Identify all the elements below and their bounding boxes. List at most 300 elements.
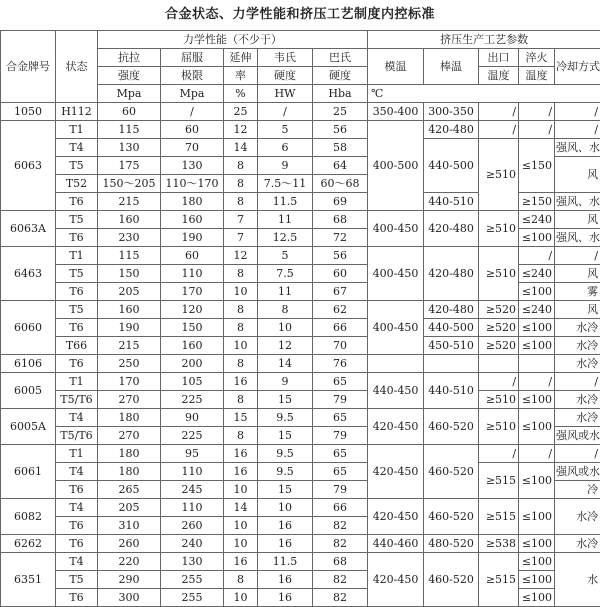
table-row: [1, 301, 600, 319]
header-alloy: 合金牌号: [1, 31, 56, 103]
header-mechanical-group: 力学性能（不少于）: [98, 31, 368, 49]
webster-hardness-cell: /: [258, 103, 313, 121]
elongation-cell: 8: [224, 175, 258, 193]
die-temp-cell: 440-460: [368, 535, 424, 553]
table-row: [1, 103, 600, 121]
barcol-hardness-cell: 69: [313, 193, 368, 211]
cooling-cell: 水冷: [555, 337, 600, 355]
billet-temp-cell: 460-520: [424, 499, 479, 535]
header-tensile-1: 抗拉: [98, 49, 161, 67]
quench-temp-cell: ≤240: [519, 265, 555, 283]
tensile-cell: 270: [98, 427, 161, 445]
barcol-hardness-cell: 70: [313, 337, 368, 355]
tensile-cell: 160: [98, 301, 161, 319]
webster-hardness-cell: 16: [258, 517, 313, 535]
elongation-cell: 16: [224, 553, 258, 571]
die-temp-cell: 420-450: [368, 445, 424, 499]
exit-temp-cell: ≥510: [479, 391, 519, 409]
webster-hardness-cell: 11.5: [258, 553, 313, 571]
alloy-cell: 6082: [1, 499, 56, 535]
cooling-cell: 水冷: [555, 355, 600, 373]
webster-hardness-cell: 11.5: [258, 193, 313, 211]
elongation-cell: 10: [224, 337, 258, 355]
yield-cell: 110: [161, 265, 224, 283]
webster-hardness-cell: 5: [258, 247, 313, 265]
webster-hardness-cell: 9.5: [258, 463, 313, 481]
barcol-hardness-cell: 56: [313, 247, 368, 265]
elongation-cell: 12: [224, 247, 258, 265]
cooling-cell: /: [555, 121, 600, 139]
temper-cell: T6: [56, 193, 98, 211]
tensile-cell: 150: [98, 265, 161, 283]
webster-hardness-cell: 10: [258, 499, 313, 517]
billet-temp-cell: [424, 355, 479, 373]
yield-cell: 60: [161, 247, 224, 265]
alloy-cell: 6060: [1, 301, 56, 355]
tensile-cell: 260: [98, 535, 161, 553]
quench-temp-cell: ≤240: [519, 301, 555, 319]
tensile-cell: 230: [98, 229, 161, 247]
tensile-cell: 290: [98, 571, 161, 589]
tensile-cell: 205: [98, 283, 161, 301]
webster-hardness-cell: 9.5: [258, 409, 313, 427]
webster-hardness-cell: 14: [258, 355, 313, 373]
yield-cell: 130: [161, 157, 224, 175]
exit-temp-cell: ≥515: [479, 463, 519, 499]
header-billet-temp: 棒温: [424, 49, 479, 85]
cooling-cell: /: [555, 103, 600, 121]
cooling-cell: 水冷: [555, 319, 600, 337]
header-elong-unit: %: [224, 85, 258, 103]
table-row: [1, 139, 600, 157]
temper-cell: T5: [56, 571, 98, 589]
table-row: [1, 247, 600, 265]
webster-hardness-cell: 7.5～11: [258, 175, 313, 193]
temper-cell: T4: [56, 499, 98, 517]
elongation-cell: 7: [224, 229, 258, 247]
exit-temp-cell: ≥510: [479, 139, 519, 211]
exit-temp-cell: [479, 355, 519, 373]
elongation-cell: 10: [224, 535, 258, 553]
elongation-cell: 8: [224, 571, 258, 589]
exit-temp-cell: /: [479, 103, 519, 121]
elongation-cell: 8: [224, 301, 258, 319]
billet-temp-cell: 420-480: [424, 247, 479, 301]
temper-cell: T6: [56, 481, 98, 499]
elongation-cell: 14: [224, 499, 258, 517]
webster-hardness-cell: 11: [258, 211, 313, 229]
barcol-hardness-cell: 72: [313, 229, 368, 247]
tensile-cell: 170: [98, 373, 161, 391]
die-temp-cell: 420-450: [368, 409, 424, 445]
yield-cell: 90: [161, 409, 224, 427]
barcol-hardness-cell: 68: [313, 553, 368, 571]
billet-temp-cell: 480-520: [424, 535, 479, 553]
table-row: [1, 355, 600, 373]
header-exit-2: 温度: [479, 67, 519, 85]
barcol-hardness-cell: 79: [313, 427, 368, 445]
alloy-cell: 6063A: [1, 211, 56, 247]
header-exit-1: 出口: [479, 49, 519, 67]
table-row: [1, 391, 600, 409]
spec-table-wrapper: [0, 30, 600, 607]
elongation-cell: 10: [224, 481, 258, 499]
webster-hardness-cell: 6: [258, 139, 313, 157]
billet-temp-cell: 420-480: [424, 301, 479, 319]
webster-hardness-cell: 11: [258, 283, 313, 301]
yield-cell: 160: [161, 337, 224, 355]
header-die-temp: 模温: [368, 49, 424, 85]
table-row: [1, 445, 600, 463]
elongation-cell: 10: [224, 517, 258, 535]
yield-cell: 120: [161, 301, 224, 319]
tensile-cell: 130: [98, 139, 161, 157]
exit-temp-cell: /: [479, 121, 519, 139]
webster-hardness-cell: 12: [258, 337, 313, 355]
die-temp-cell: 420-450: [368, 499, 424, 535]
quench-temp-cell: [519, 355, 555, 373]
yield-cell: 160: [161, 211, 224, 229]
billet-temp-cell: 460-520: [424, 409, 479, 445]
tensile-cell: 180: [98, 445, 161, 463]
webster-hardness-cell: 16: [258, 571, 313, 589]
barcol-hardness-cell: 82: [313, 589, 368, 607]
billet-temp-cell: 440-510: [424, 373, 479, 409]
yield-cell: 260: [161, 517, 224, 535]
yield-cell: 130: [161, 553, 224, 571]
die-temp-cell: 440-450: [368, 373, 424, 409]
yield-cell: 105: [161, 373, 224, 391]
tensile-cell: 175: [98, 157, 161, 175]
quench-temp-cell: ≤150: [519, 139, 555, 193]
alloy-cell: 6106: [1, 355, 56, 373]
elongation-cell: 8: [224, 193, 258, 211]
tensile-cell: 205: [98, 499, 161, 517]
die-temp-cell: 400-450: [368, 247, 424, 301]
cooling-cell: 强风、水: [555, 229, 600, 247]
header-tensile-unit: Mpa: [98, 85, 161, 103]
header-barcol-2: 硬度: [313, 67, 368, 85]
webster-hardness-cell: 15: [258, 481, 313, 499]
exit-temp-cell: ≥520: [479, 337, 519, 355]
barcol-hardness-cell: 65: [313, 373, 368, 391]
header-barcol-unit: Hba: [313, 85, 368, 103]
cooling-cell: 强风或水: [555, 427, 600, 445]
exit-temp-cell: ≥510: [479, 409, 519, 445]
webster-hardness-cell: 15: [258, 427, 313, 445]
spec-table-body: [1, 31, 600, 607]
quench-temp-cell: ≤100: [519, 319, 555, 337]
elongation-cell: 10: [224, 283, 258, 301]
header-quench-1: 淬火: [519, 49, 555, 67]
cooling-cell: 风: [555, 211, 600, 229]
quench-temp-cell: /: [519, 103, 555, 121]
exit-temp-cell: /: [479, 445, 519, 463]
yield-cell: 225: [161, 391, 224, 409]
yield-cell: 240: [161, 535, 224, 553]
elongation-cell: 8: [224, 355, 258, 373]
quench-temp-cell: ≤100: [519, 337, 555, 355]
tensile-cell: 265: [98, 481, 161, 499]
barcol-hardness-cell: 60～68: [313, 175, 368, 193]
temper-cell: T4: [56, 409, 98, 427]
table-row: [1, 211, 600, 229]
webster-hardness-cell: 9.5: [258, 445, 313, 463]
tensile-cell: 300: [98, 589, 161, 607]
yield-cell: 110: [161, 463, 224, 481]
billet-temp-cell: 450-510: [424, 337, 479, 355]
quench-temp-cell: ≤100: [519, 463, 555, 499]
quench-temp-cell: ≤100: [519, 499, 555, 535]
webster-hardness-cell: 15: [258, 391, 313, 409]
elongation-cell: 10: [224, 589, 258, 607]
temper-cell: T5/T6: [56, 427, 98, 445]
header-yield-1: 屈服: [161, 49, 224, 67]
die-temp-cell: 400-500: [368, 121, 424, 211]
exit-temp-cell: /: [479, 373, 519, 391]
alloy-cell: 6262: [1, 535, 56, 553]
webster-hardness-cell: 12.5: [258, 229, 313, 247]
header-elong-1: 延伸: [224, 49, 258, 67]
billet-temp-cell: 300-350: [424, 103, 479, 121]
die-temp-cell: 420-450: [368, 553, 424, 607]
tensile-cell: 310: [98, 517, 161, 535]
elongation-cell: 16: [224, 445, 258, 463]
temper-cell: T1: [56, 247, 98, 265]
billet-temp-cell: 460-520: [424, 445, 479, 499]
yield-cell: 225: [161, 427, 224, 445]
header-celsius-unit: ℃: [368, 85, 600, 103]
tensile-cell: 60: [98, 103, 161, 121]
temper-cell: T5: [56, 301, 98, 319]
alloy-cell: 6063: [1, 121, 56, 211]
cooling-cell: 强风、水: [555, 193, 600, 211]
header-webster-unit: HW: [258, 85, 313, 103]
cooling-cell: 风: [555, 157, 600, 193]
cooling-cell: 水冷: [555, 409, 600, 427]
cooling-cell: 风: [555, 301, 600, 319]
exit-temp-cell: ≥520: [479, 319, 519, 337]
temper-cell: H112: [56, 103, 98, 121]
barcol-hardness-cell: 58: [313, 139, 368, 157]
tensile-cell: 180: [98, 409, 161, 427]
tensile-cell: 180: [98, 463, 161, 481]
quench-temp-cell: ≤240: [519, 211, 555, 229]
elongation-cell: 15: [224, 409, 258, 427]
barcol-hardness-cell: 65: [313, 409, 368, 427]
webster-hardness-cell: 8: [258, 301, 313, 319]
tensile-cell: 220: [98, 553, 161, 571]
quench-temp-cell: ≤100: [519, 391, 555, 409]
temper-cell: T6: [56, 535, 98, 553]
quench-temp-cell: /: [519, 247, 555, 265]
header-tensile-2: 强度: [98, 67, 161, 85]
yield-cell: 60: [161, 121, 224, 139]
barcol-hardness-cell: 79: [313, 481, 368, 499]
yield-cell: 150: [161, 319, 224, 337]
temper-cell: T1: [56, 445, 98, 463]
spec-table: [0, 30, 600, 607]
barcol-hardness-cell: 82: [313, 535, 368, 553]
yield-cell: 200: [161, 355, 224, 373]
elongation-cell: 7: [224, 211, 258, 229]
tensile-cell: 150～205: [98, 175, 161, 193]
header-quench-2: 温度: [519, 67, 555, 85]
billet-temp-cell: 460-520: [424, 553, 479, 607]
webster-hardness-cell: 5: [258, 121, 313, 139]
temper-cell: T6: [56, 283, 98, 301]
table-row: [1, 553, 600, 571]
quench-temp-cell: ≤100: [519, 553, 555, 571]
temper-cell: T66: [56, 337, 98, 355]
exit-temp-cell: ≥515: [479, 499, 519, 535]
yield-cell: 110～170: [161, 175, 224, 193]
table-row: [1, 499, 600, 517]
webster-hardness-cell: 9: [258, 373, 313, 391]
cooling-cell: /: [555, 373, 600, 391]
elongation-cell: 8: [224, 319, 258, 337]
elongation-cell: 12: [224, 121, 258, 139]
tensile-cell: 250: [98, 355, 161, 373]
die-temp-cell: 400-450: [368, 211, 424, 247]
table-row: [1, 409, 600, 427]
die-temp-cell: 400-450: [368, 301, 424, 355]
yield-cell: 110: [161, 499, 224, 517]
yield-cell: 255: [161, 571, 224, 589]
billet-temp-cell: 420-480: [424, 211, 479, 247]
table-row: [1, 337, 600, 355]
temper-cell: T5: [56, 211, 98, 229]
tensile-cell: 215: [98, 337, 161, 355]
elongation-cell: 14: [224, 139, 258, 157]
alloy-cell: 6351: [1, 553, 56, 607]
table-row: [1, 319, 600, 337]
cooling-cell: 水冷: [555, 391, 600, 409]
elongation-cell: 8: [224, 265, 258, 283]
elongation-cell: 8: [224, 157, 258, 175]
tensile-cell: 160: [98, 211, 161, 229]
temper-cell: T5: [56, 265, 98, 283]
elongation-cell: 8: [224, 427, 258, 445]
webster-hardness-cell: 16: [258, 589, 313, 607]
quench-temp-cell: /: [519, 121, 555, 139]
exit-temp-cell: ≥510: [479, 247, 519, 301]
barcol-hardness-cell: 60: [313, 265, 368, 283]
quench-temp-cell: ≤100: [519, 589, 555, 607]
cooling-cell: 水冷: [555, 535, 600, 553]
barcol-hardness-cell: 67: [313, 283, 368, 301]
barcol-hardness-cell: 25: [313, 103, 368, 121]
quench-temp-cell: ≤100: [519, 409, 555, 445]
barcol-hardness-cell: 68: [313, 211, 368, 229]
alloy-cell: 1050: [1, 103, 56, 121]
quench-temp-cell: ≥150: [519, 193, 555, 211]
cooling-cell: 雾: [555, 283, 600, 301]
temper-cell: T6: [56, 589, 98, 607]
exit-temp-cell: ≥520: [479, 301, 519, 319]
tensile-cell: 270: [98, 391, 161, 409]
quench-temp-cell: /: [519, 445, 555, 463]
quench-temp-cell: ≤100: [519, 535, 555, 553]
temper-cell: T6: [56, 319, 98, 337]
temper-cell: T5: [56, 157, 98, 175]
alloy-cell: 6463: [1, 247, 56, 301]
header-elong-2: 率: [224, 67, 258, 85]
quench-temp-cell: ≤100: [519, 229, 555, 247]
barcol-hardness-cell: 56: [313, 121, 368, 139]
header-yield-2: 极限: [161, 67, 224, 85]
temper-cell: T4: [56, 553, 98, 571]
tensile-cell: 115: [98, 121, 161, 139]
yield-cell: 180: [161, 193, 224, 211]
header-barcol-1: 巴氏: [313, 49, 368, 67]
barcol-hardness-cell: 66: [313, 319, 368, 337]
die-temp-cell: 350-400: [368, 103, 424, 121]
quench-temp-cell: ≤100: [519, 283, 555, 301]
cooling-cell: 强风或水: [555, 463, 600, 481]
temper-cell: T6: [56, 517, 98, 535]
tensile-cell: 190: [98, 319, 161, 337]
webster-hardness-cell: 16: [258, 535, 313, 553]
header-temper: 状态: [56, 31, 98, 103]
elongation-cell: 8: [224, 391, 258, 409]
yield-cell: 70: [161, 139, 224, 157]
cooling-cell: /: [555, 445, 600, 463]
cooling-cell: 水冷: [555, 499, 600, 535]
yield-cell: 190: [161, 229, 224, 247]
header-webster-2: 硬度: [258, 67, 313, 85]
quench-temp-cell: ≤100: [519, 571, 555, 589]
table-title: 合金状态、力学性能和挤压工艺制度内控标准: [0, 4, 600, 26]
temper-cell: T1: [56, 121, 98, 139]
alloy-cell: 6005A: [1, 409, 56, 445]
cooling-cell: /: [555, 247, 600, 265]
header-webster-1: 韦氏: [258, 49, 313, 67]
barcol-hardness-cell: 79: [313, 391, 368, 409]
billet-temp-cell: 420-480: [424, 121, 479, 139]
temper-cell: T4: [56, 463, 98, 481]
die-temp-cell: [368, 355, 424, 373]
barcol-hardness-cell: 82: [313, 571, 368, 589]
barcol-hardness-cell: 76: [313, 355, 368, 373]
temper-cell: T5/T6: [56, 391, 98, 409]
billet-temp-cell: 440-510: [424, 193, 479, 211]
table-row: [1, 121, 600, 139]
billet-temp-cell: 440-500: [424, 139, 479, 193]
cooling-cell: 水: [555, 553, 600, 607]
table-row: [1, 373, 600, 391]
barcol-hardness-cell: 65: [313, 445, 368, 463]
elongation-cell: 16: [224, 463, 258, 481]
yield-cell: 255: [161, 589, 224, 607]
tensile-cell: 115: [98, 247, 161, 265]
cooling-cell: 强风、水: [555, 139, 600, 157]
cooling-cell: 冷: [555, 481, 600, 499]
yield-cell: /: [161, 103, 224, 121]
barcol-hardness-cell: 64: [313, 157, 368, 175]
billet-temp-cell: 440-500: [424, 319, 479, 337]
barcol-hardness-cell: 82: [313, 517, 368, 535]
elongation-cell: 16: [224, 373, 258, 391]
barcol-hardness-cell: 62: [313, 301, 368, 319]
yield-cell: 170: [161, 283, 224, 301]
header-yield-unit: Mpa: [161, 85, 224, 103]
exit-temp-cell: ≥510: [479, 211, 519, 247]
elongation-cell: 25: [224, 103, 258, 121]
alloy-cell: 6061: [1, 445, 56, 499]
yield-cell: 95: [161, 445, 224, 463]
temper-cell: T4: [56, 139, 98, 157]
